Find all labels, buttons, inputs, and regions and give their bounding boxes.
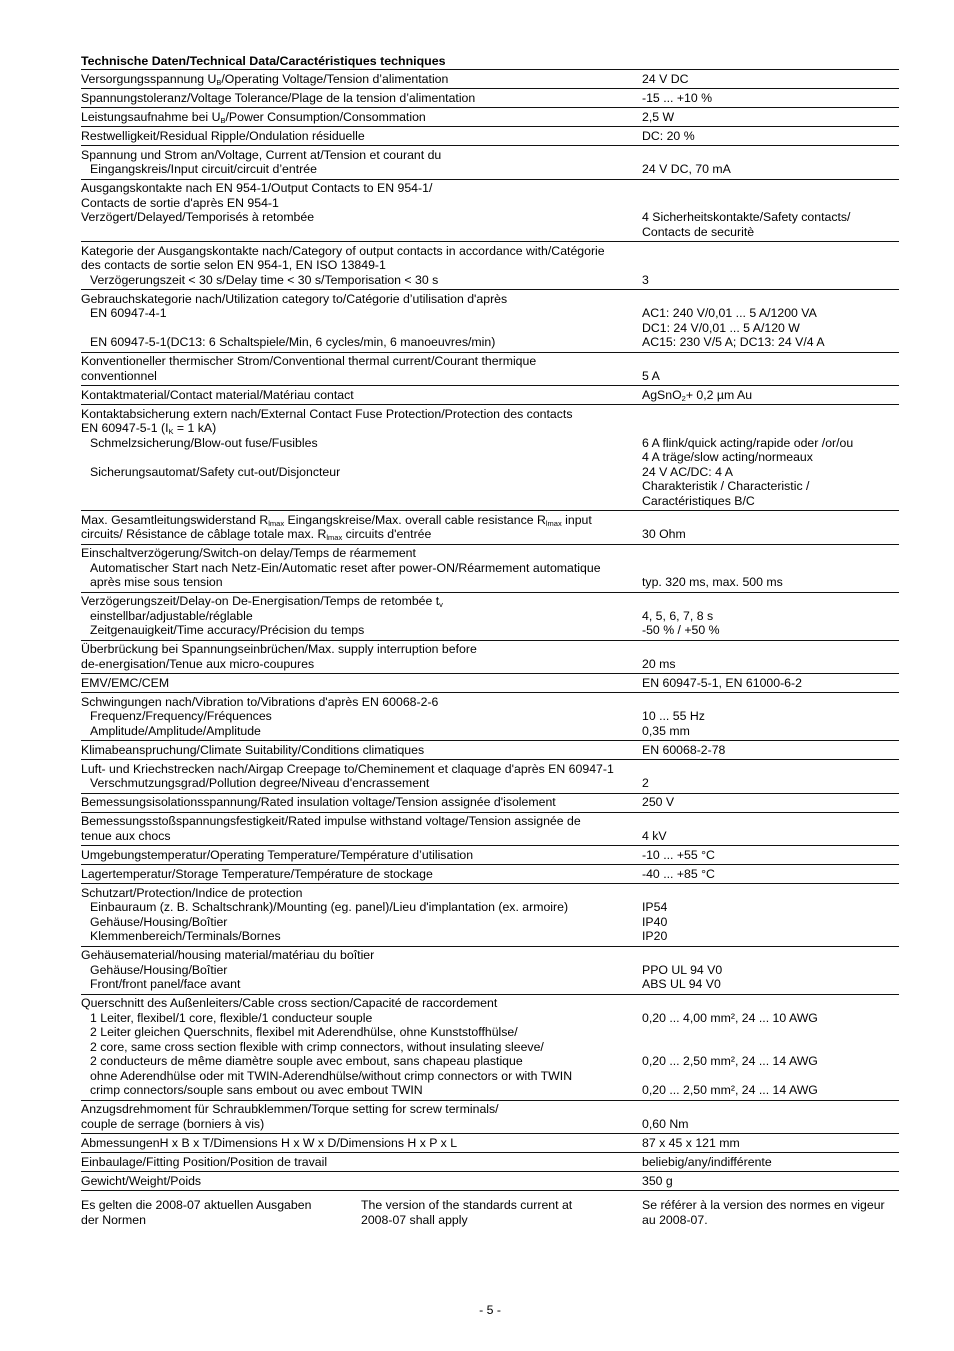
spec-label: Umgebungstemperatur/Operating Temperature/Température d’utilisation: [81, 847, 474, 862]
spec-line: [81, 321, 899, 336]
spec-value: 2: [642, 776, 649, 790]
spec-value: 0,60 Nm: [642, 1116, 689, 1131]
spec-value: 20 ms: [642, 656, 676, 671]
spec-label: Amplitude/Amplitude/Amplitude: [90, 723, 261, 738]
spec-line: [81, 369, 899, 384]
spec-line: [81, 1025, 899, 1040]
subscript: lmax: [268, 518, 285, 528]
spec-line: [81, 129, 899, 144]
spec-value: -40 ... +85 °C: [642, 866, 715, 881]
text-segment: circuits d'entrée: [342, 527, 432, 541]
spec-row: [81, 884, 899, 947]
spec-row: [81, 947, 899, 995]
spec-row: [81, 108, 899, 127]
text-segment: input: [561, 512, 592, 527]
text-segment: Eingangskreise/Max. overall cable resistance R: [284, 512, 546, 527]
spec-label: [81, 321, 642, 336]
spec-line: [81, 1117, 899, 1132]
note-french: [642, 1198, 885, 1227]
spec-value: 0,20 ... 2,50 mm², 24 ... 14 AWG: [642, 1083, 818, 1097]
spec-line: [81, 479, 899, 494]
spec-row: [81, 70, 899, 89]
spec-line: [81, 407, 899, 422]
spec-line: [81, 1083, 899, 1098]
spec-label: Gewicht/Weight/Poids: [81, 1173, 202, 1188]
spec-value: 5 A: [642, 368, 660, 383]
spec-label: Kontaktmaterial/Contact material/Matériau contact: [81, 387, 354, 402]
spec-value: [642, 421, 899, 436]
spec-label: [81, 479, 642, 494]
spec-line: [81, 546, 899, 561]
spec-line: [81, 900, 899, 915]
spec-value: Caractéristiques B/C: [642, 493, 755, 508]
spec-value: EN 60947-5-1, EN 61000-6-2: [642, 675, 802, 690]
spec-line: [81, 1155, 899, 1170]
spec-table: [81, 69, 899, 1191]
spec-label: Ausgangskontakte nach EN 954-1/Output Contacts to EN 954-1/: [81, 181, 433, 195]
spec-row: [81, 1134, 899, 1153]
spec-row: [81, 760, 899, 794]
spec-line: [81, 676, 899, 691]
spec-row: [81, 641, 899, 675]
spec-label: Bemessungsstoßspannungsfestigkeit/Rated impulse withstand voltage/Tension assignée de: [81, 814, 581, 828]
spec-line: [81, 196, 899, 211]
note-line: Se référer à la version des normes en vigeur: [642, 1198, 885, 1212]
spec-line: [81, 1174, 899, 1189]
spec-label: Kontaktabsicherung extern nach/External Contact Fuse Protection/Protection des contacts: [81, 406, 573, 421]
spec-value: [642, 695, 899, 710]
spec-value: 24 V AC/DC: 4 A: [642, 464, 733, 479]
spec-line: [81, 306, 899, 321]
spec-line: [81, 886, 899, 901]
spec-value: 4 kV: [642, 828, 667, 843]
spec-line: [81, 724, 899, 739]
spec-line: [81, 709, 899, 724]
spec-line: [81, 1040, 899, 1055]
spec-value: 4, 5, 6, 7, 8 s: [642, 608, 714, 623]
note-line: au 2008-07.: [642, 1212, 708, 1227]
spec-label: [81, 513, 642, 528]
spec-label: EMV/EMC/CEM: [81, 675, 170, 690]
spec-label: 1 Leiter, flexibel/1 core, flexible/1 conducteur souple: [90, 1010, 373, 1025]
spec-line: [81, 948, 899, 963]
spec-label: Front/front panel/face avant: [90, 977, 241, 991]
spec-line: [81, 527, 899, 542]
spec-value: [642, 354, 899, 369]
spec-label: Zeitgenauigkeit/Time accuracy/Précision du temps: [90, 623, 365, 637]
spec-value: Charakteristik / Characteristic /: [642, 479, 810, 493]
spec-line: [81, 181, 899, 196]
spec-label: [81, 72, 642, 87]
spec-row: [81, 593, 899, 641]
spec-line: [81, 829, 899, 844]
text-segment: Versorgungsspannung U: [81, 71, 217, 86]
text-segment: AgSnO: [642, 387, 682, 402]
spec-line: [81, 915, 899, 930]
text-segment: + 0,2 µm Au: [685, 387, 753, 402]
spec-label: [81, 450, 642, 465]
spec-label: EN 60947-4-1: [90, 306, 167, 320]
spec-label: après mise sous tension: [90, 575, 223, 589]
spec-value: [642, 996, 899, 1011]
spec-value: [642, 642, 899, 657]
spec-line: [81, 743, 899, 758]
spec-value: beliebig/any/indifférente: [642, 1154, 772, 1169]
text-segment: Verzögerungszeit/Delay-on De-Energisation/Temps de retombée t: [81, 594, 440, 608]
spec-row: [81, 290, 899, 353]
text-segment: /Power Consumption/Consommation: [225, 109, 426, 124]
spec-row: [81, 846, 899, 865]
spec-label: Lagertemperatur/Storage Temperature/Température de stockage: [81, 866, 433, 881]
spec-line: [81, 1102, 899, 1117]
spec-value: 30 Ohm: [642, 527, 686, 541]
spec-line: [81, 996, 899, 1011]
spec-label: Schwingungen nach/Vibration to/Vibrations d'après EN 60068-2-6: [81, 694, 439, 709]
spec-value: [642, 1069, 899, 1084]
spec-line: [81, 273, 899, 288]
spec-label: crimp connectors/souple sans embout ou avec embout TWIN: [90, 1083, 423, 1097]
spec-label: Verzögert/Delayed/Temporisés à retombée: [81, 210, 315, 224]
spec-label: Spannung und Strom an/Voltage, Current at/Tension et courant du: [81, 147, 442, 162]
note-line: 2008-07 shall apply: [361, 1212, 468, 1227]
subscript: lmax: [326, 533, 343, 542]
spec-label: Luft- und Kriechstrecken nach/Airgap Creepage to/Cheminement et claquage d'après EN 60947-1: [81, 761, 614, 776]
spec-line: [81, 292, 899, 307]
spec-row: [81, 180, 899, 243]
spec-label: Klemmenbereich/Terminals/Bornes: [90, 929, 281, 943]
spec-row: [81, 1172, 899, 1191]
spec-label: Automatischer Start nach Netz-Ein/Automatic reset after power-ON/Réarmement automatique: [90, 560, 601, 575]
spec-row: [81, 353, 899, 387]
spec-row: [81, 127, 899, 146]
spec-label: Schutzart/Protection/Indice de protection: [81, 885, 303, 900]
spec-label: 2 core, same cross section flexible with crimp connectors, without insulating sleeve/: [90, 1039, 544, 1054]
standards-notes: [81, 1198, 899, 1228]
spec-row: [81, 741, 899, 760]
spec-row: [81, 545, 899, 593]
spec-row: [81, 674, 899, 693]
spec-value: AC1: 240 V/0,01 ... 5 A/1200 VA: [642, 306, 817, 320]
page-title: Technische Daten/Technical Data/Caractéristiques techniques: [81, 54, 446, 68]
spec-row: [81, 146, 899, 180]
spec-value: 24 V DC: [642, 71, 689, 86]
spec-line: [81, 657, 899, 672]
spec-line: [81, 1011, 899, 1026]
spec-value: IP40: [642, 914, 668, 929]
spec-value: [642, 594, 899, 609]
page-number: - 5 -: [479, 1303, 501, 1317]
spec-value: -15 ... +10 %: [642, 90, 713, 105]
spec-label: Restwelligkeit/Residual Ripple/Ondulation résiduelle: [81, 128, 365, 143]
text-segment: /Operating Voltage/Tension d’alimentation: [221, 71, 449, 86]
spec-label: Einbauraum (z. B. Schaltschrank)/Mounting (eg. panel)/Lieu d'implantation (ex. armoire): [90, 900, 569, 914]
spec-label: Gehäusematerial/housing material/matériau du boîtier: [81, 948, 375, 962]
spec-label: Kategorie der Ausgangskontakte nach/Category of output contacts in accordance with/Catégorie: [81, 243, 605, 258]
spec-value: 87 x 45 x 121 mm: [642, 1135, 740, 1150]
spec-value: 4 A träge/slow acting/normeaux: [642, 450, 813, 464]
spec-line: [81, 575, 899, 590]
subscript: B: [220, 115, 226, 125]
note-line: The version of the standards current at: [361, 1198, 573, 1212]
spec-value: 24 V DC, 70 mA: [642, 162, 731, 176]
spec-line: [81, 354, 899, 369]
spec-label: Verzögerungszeit < 30 s/Delay time < 30 s/Temporisation < 30 s: [90, 272, 439, 287]
spec-row: [81, 89, 899, 108]
spec-line: [81, 609, 899, 624]
spec-row: [81, 865, 899, 884]
spec-label: Überbrückung bei Spannungseinbrüchen/Max. supply interruption before: [81, 642, 477, 656]
spec-label: einstellbar/adjustable/réglable: [90, 608, 253, 623]
spec-row: [81, 386, 899, 405]
spec-row: [81, 794, 899, 813]
spec-value: PPO UL 94 V0: [642, 962, 723, 977]
subscript: lmax: [545, 518, 562, 528]
note-german: [81, 1198, 311, 1227]
spec-label: Bemessungsisolationsspannung/Rated insulation voltage/Tension assignée d'isolement: [81, 795, 556, 809]
spec-label: [81, 225, 642, 240]
note-line: der Normen: [81, 1212, 146, 1227]
subscript: v: [439, 600, 443, 609]
spec-line: [81, 494, 899, 509]
spec-line: [81, 335, 899, 350]
spec-label: 2 conducteurs de même diamètre souple avec embout, sans chapeau plastique: [90, 1054, 523, 1068]
text-segment: Max. Gesamtleitungswiderstand R: [81, 512, 269, 527]
spec-label: [81, 527, 642, 542]
spec-value: 6 A flink/quick acting/rapide oder /or/ou: [642, 435, 854, 450]
spec-line: [81, 225, 899, 240]
spec-line: [81, 1054, 899, 1069]
spec-value: [642, 1102, 899, 1117]
spec-label: [81, 110, 642, 125]
spec-value: [642, 561, 899, 576]
spec-line: [81, 762, 899, 777]
spec-line: [81, 623, 899, 638]
spec-value: 250 V: [642, 795, 675, 809]
note-line: Es gelten die 2008-07 aktuellen Ausgaben: [81, 1198, 312, 1212]
spec-line: [81, 848, 899, 863]
spec-line: [81, 867, 899, 882]
spec-line: [81, 72, 899, 87]
spec-value: 350 g: [642, 1173, 673, 1188]
spec-value: typ. 320 ms, max. 500 ms: [642, 575, 783, 589]
spec-label: Contacts de sortie d'après EN 954-1: [81, 195, 279, 210]
spec-value: -50 % / +50 %: [642, 623, 720, 637]
spec-label: Schmelzsicherung/Blow-out fuse/Fusibles: [90, 435, 318, 450]
spec-value: [642, 1025, 899, 1040]
spec-value: 3: [642, 272, 649, 287]
spec-value: Contacts de securitè: [642, 224, 755, 239]
spec-label: Einschaltverzögerung/Switch-on delay/Temps de réarmement: [81, 546, 416, 560]
spec-line: [81, 110, 899, 125]
spec-row: [81, 511, 899, 545]
text-segment: circuits/ Résistance de câblage totale max. R: [81, 527, 327, 541]
spec-label: des contacts de sortie selon EN 954-1, EN ISO 13849-1: [81, 258, 386, 272]
spec-label: AbmessungenH x B x T/Dimensions H x W x D/Dimensions H x P x L: [81, 1135, 458, 1150]
spec-value: IP54: [642, 900, 668, 914]
spec-value: [642, 244, 899, 259]
spec-line: [81, 1136, 899, 1151]
spec-row: [81, 1101, 899, 1135]
spec-label: Gebrauchskategorie nach/Utilization category to/Catégorie d’utilisation d'après: [81, 291, 508, 306]
text-segment: = 1 kA): [173, 421, 217, 435]
spec-line: [81, 148, 899, 163]
spec-line: [81, 695, 899, 710]
spec-value: [642, 407, 899, 422]
subscript: 2: [681, 393, 686, 403]
spec-value: [642, 513, 899, 528]
spec-label: [81, 494, 642, 509]
spec-value: AC15: 230 V/5 A; DC13: 24 V/4 A: [642, 335, 825, 349]
spec-value: [642, 546, 899, 561]
spec-label: Eingangskreis/Input circuit/circuit d’entrée: [90, 162, 317, 176]
spec-value: DC1: 24 V/0,01 ... 5 A/120 W: [642, 320, 800, 335]
note-english: [361, 1198, 572, 1227]
spec-value: 0,20 ... 4,00 mm², 24 ... 10 AWG: [642, 1010, 818, 1025]
spec-line: [81, 776, 899, 791]
spec-line: [81, 210, 899, 225]
spec-line: [81, 450, 899, 465]
spec-label: EN 60947-5-1(DC13: 6 Schaltspiele/Min, 6 cycles/min, 6 manoeuvres/min): [90, 335, 496, 349]
spec-value: 0,35 mm: [642, 723, 690, 738]
spec-label: Sicherungsautomat/Safety cut-out/Disjoncteur: [90, 464, 341, 479]
spec-line: [81, 795, 899, 810]
spec-label: Gehäuse/Housing/Boîtier: [90, 962, 228, 977]
spec-label: tenue aux chocs: [81, 828, 171, 843]
spec-value: [642, 258, 899, 273]
spec-label: couple de serrage (borniers à vis): [81, 1116, 265, 1131]
spec-row: [81, 693, 899, 741]
spec-label: Einbaulage/Fitting Position/Position de travail: [81, 1154, 328, 1169]
spec-line: [81, 977, 899, 992]
spec-label: [81, 594, 642, 609]
spec-label: [81, 421, 642, 436]
spec-label: Klimabeanspruchung/Climate Suitability/Conditions climatiques: [81, 742, 425, 757]
spec-line: [81, 561, 899, 576]
spec-line: [81, 421, 899, 436]
spec-line: [81, 513, 899, 528]
subscript: B: [216, 77, 222, 87]
spec-value: 2,5 W: [642, 109, 675, 124]
spec-value: [642, 886, 899, 901]
spec-value: [642, 948, 899, 963]
spec-value: DC: 20 %: [642, 128, 695, 143]
spec-row: [81, 995, 899, 1101]
spec-line: [81, 963, 899, 978]
spec-label: Anzugsdrehmoment für Schraubklemmen/Torque setting for screw terminals/: [81, 1102, 499, 1116]
spec-line: [81, 1069, 899, 1084]
spec-label: Verschmutzungsgrad/Pollution degree/Niveau d'encrassement: [90, 776, 430, 790]
spec-row: [81, 1153, 899, 1172]
subscript: K: [168, 427, 174, 436]
spec-value: [642, 762, 899, 777]
spec-row: [81, 242, 899, 290]
spec-value: 10 ... 55 Hz: [642, 709, 705, 723]
spec-line: [81, 594, 899, 609]
spec-line: [81, 244, 899, 259]
spec-value: ABS UL 94 V0: [642, 977, 721, 991]
spec-label: Gehäuse/Housing/Boîtier: [90, 914, 228, 929]
spec-value: 4 Sicherheitskontakte/Safety contacts/: [642, 210, 851, 224]
spec-line: [81, 388, 899, 403]
spec-value: [642, 814, 899, 829]
text-segment: EN 60947-5-1 (I: [81, 421, 169, 435]
spec-value: [642, 1040, 899, 1055]
spec-value: -10 ... +55 °C: [642, 847, 715, 862]
text-segment: Leistungsaufnahme bei U: [81, 109, 221, 124]
spec-label: Konventioneller thermischer Strom/Conventional thermal current/Courant thermique: [81, 354, 537, 368]
spec-line: [81, 162, 899, 177]
spec-label: Frequenz/Frequency/Fréquences: [90, 709, 272, 723]
spec-line: [81, 929, 899, 944]
spec-line: [81, 258, 899, 273]
spec-value: [642, 388, 899, 403]
spec-line: [81, 642, 899, 657]
spec-line: [81, 814, 899, 829]
spec-row: [81, 405, 899, 511]
spec-value: IP20: [642, 929, 668, 943]
spec-line: [81, 465, 899, 480]
spec-line: [81, 91, 899, 106]
spec-value: [642, 196, 899, 211]
spec-value: [642, 292, 899, 307]
spec-label: Querschnitt des Außenleiters/Cable cross section/Capacité de raccordement: [81, 996, 498, 1010]
spec-row: [81, 813, 899, 847]
spec-value: [642, 181, 899, 196]
spec-value: 0,20 ... 2,50 mm², 24 ... 14 AWG: [642, 1054, 818, 1068]
spec-value: [642, 148, 899, 163]
spec-label: 2 Leiter gleichen Querschnits, flexibel mit Aderendhülse, ohne Kunststoffhülse/: [90, 1025, 518, 1039]
spec-label: ohne Aderendhülse oder mit TWIN-Aderendhülse/without crimp connectors or with TWIN: [90, 1068, 573, 1083]
spec-label: conventionnel: [81, 368, 157, 383]
spec-value: EN 60068-2-78: [642, 742, 726, 757]
spec-label: Spannungstoleranz/Voltage Tolerance/Plage de la tension d’alimentation: [81, 90, 476, 105]
spec-label: de-energisation/Tenue aux micro-coupures: [81, 656, 315, 671]
spec-line: [81, 436, 899, 451]
